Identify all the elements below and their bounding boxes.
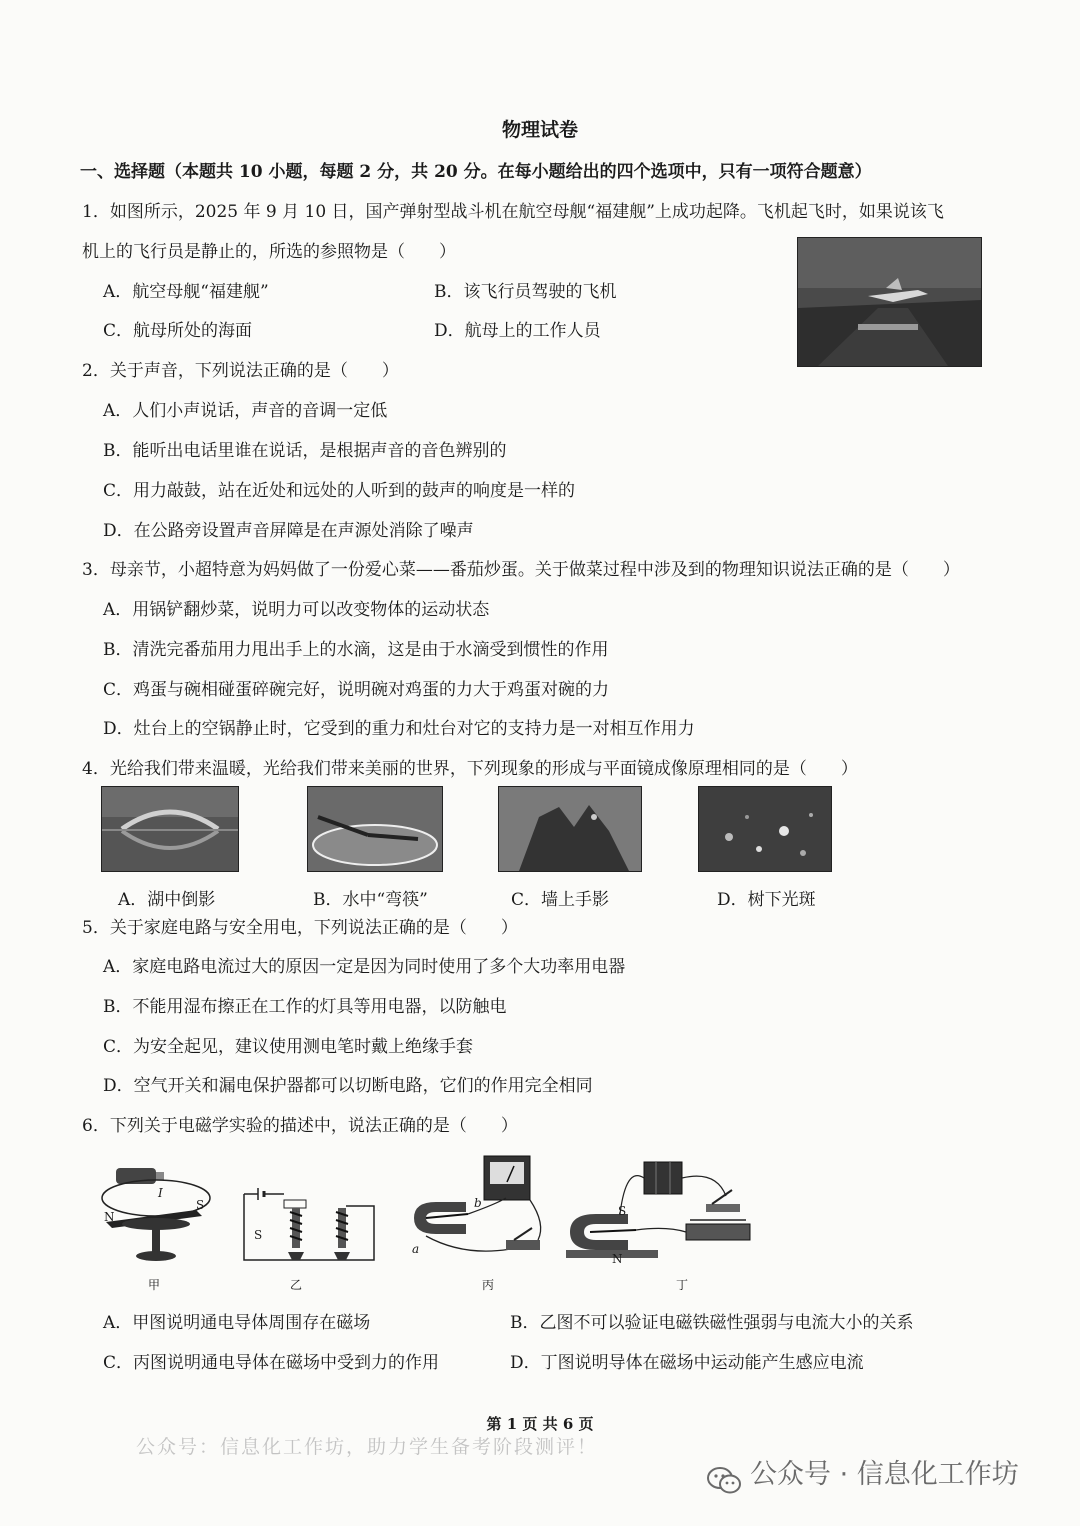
page-footer: 第 1 页 共 6 页 [486,1415,594,1433]
jia-n-label: N [104,1210,115,1224]
q5-stem: 5．关于家庭电路与安全用电，下列说法正确的是（ ） [82,918,518,938]
q4-option-d: D．树下光斑 [717,890,816,910]
q6-option-c: C．丙图说明通电导体在磁场中受到力的作用 [103,1353,440,1373]
q3-stem: 3．母亲节，小超特意为妈妈做了一份爱心菜——番茄炒蛋。关于做菜过程中涉及到的物理知识说法正确的是（ ） [82,560,960,580]
q3-option-d: D．灶台上的空锅静止时，它受到的重力和灶台对它的支持力是一对相互作用力 [103,719,695,739]
jia-s-label: S [196,1198,205,1212]
q1-option-a: A．航空母舰“福建舰” [103,282,269,302]
hand-shadow-photo [498,786,642,872]
q5-option-d: D．空气开关和漏电保护器都可以切断电路，它们的作用完全相同 [103,1076,593,1096]
q1-option-c: C．航母所处的海面 [103,321,253,341]
section-heading: 一、选择题（本题共 10 小题，每题 2 分，共 20 分。在每小题给出的四个选项中，只有一项符合题意） [80,162,872,182]
bent-chopsticks-photo [307,786,443,872]
q2-option-d: D．在公路旁设置声音屏障是在声源处消除了噪声 [103,521,474,541]
page-title: 物理试卷 [501,119,578,141]
diagram-bing [406,1154,552,1266]
q4-stem: 4．光给我们带来温暖，光给我们带来美丽的世界，下列现象的形成与平面镜成像原理相同的是（ ） [82,759,858,779]
watermark-text: 公众号：信息化工作坊，助力学生备考阶段测评！ [136,1436,599,1458]
q4-option-b: B．水中“弯筷” [313,890,428,910]
diagram-label-bing: 丙 [482,1278,495,1292]
q6-option-d: D．丁图说明导体在磁场中运动能产生感应电流 [510,1353,864,1373]
ding-s-label: S [618,1204,627,1218]
ding-n-label: N [612,1252,623,1266]
wechat-icon [706,1466,742,1496]
q1-stem-line1: 1．如图所示，2025 年 9 月 10 日，国产弹射型战斗机在航空母舰“福建舰”上成功起降。飞机起飞时，如果说该飞 [82,202,944,222]
light-spots-photo [698,786,832,872]
jia-current-label: I [158,1186,163,1200]
q6-option-a: A．甲图说明通电导体周围存在磁场 [103,1313,371,1333]
diagram-yi [240,1186,378,1268]
diagram-label-jia: 甲 [148,1278,161,1292]
q4-option-c: C．墙上手影 [511,890,610,910]
q3-option-b: B．清洗完番茄用力甩出手上的水滴，这是由于水滴受到惯性的作用 [103,640,609,660]
q5-option-b: B．不能用湿布擦正在工作的灯具等用电器，以防触电 [103,997,507,1017]
q3-option-a: A．用锅铲翻炒菜，说明力可以改变物体的运动状态 [103,600,490,620]
diagram-ding [566,1156,756,1268]
q1-option-d: D．航母上的工作人员 [434,321,601,341]
carrier-jet-photo [797,237,982,367]
bing-b-label: b [474,1196,482,1210]
lake-reflection-photo [101,786,239,872]
q1-option-b: B．该飞行员驾驶的飞机 [434,282,617,302]
q1-stem-line2: 机上的飞行员是静止的，所选的参照物是（ ） [82,242,456,262]
diagram-label-ding: 丁 [676,1278,689,1292]
q6-stem: 6．下列关于电磁学实验的描述中，说法正确的是（ ） [82,1116,518,1136]
q2-option-c: C．用力敲鼓，站在近处和远处的人听到的鼓声的响度是一样的 [103,481,576,501]
q5-option-c: C．为安全起见，建议使用测电笔时戴上绝缘手套 [103,1037,474,1057]
q3-option-c: C．鸡蛋与碗相碰蛋碎碗完好，说明碗对鸡蛋的力大于鸡蛋对碗的力 [103,680,610,700]
q2-option-a: A．人们小声说话，声音的音调一定低 [103,401,388,421]
q2-option-b: B．能听出电话里谁在说话，是根据声音的音色辨别的 [103,441,507,461]
q4-option-a: A．湖中倒影 [118,890,216,910]
yi-s-label: S [254,1228,263,1242]
q2-stem: 2．关于声音，下列说法正确的是（ ） [82,361,399,381]
q6-option-b: B．乙图不可以验证电磁铁磁性强弱与电流大小的关系 [510,1313,914,1333]
diagram-label-yi: 乙 [290,1278,303,1292]
bing-a-label: a [412,1242,420,1256]
q5-option-a: A．家庭电路电流过大的原因一定是因为同时使用了多个大功率用电器 [103,957,626,977]
watermark-brand: 公众号 · 信息化工作坊 [750,1459,1019,1490]
